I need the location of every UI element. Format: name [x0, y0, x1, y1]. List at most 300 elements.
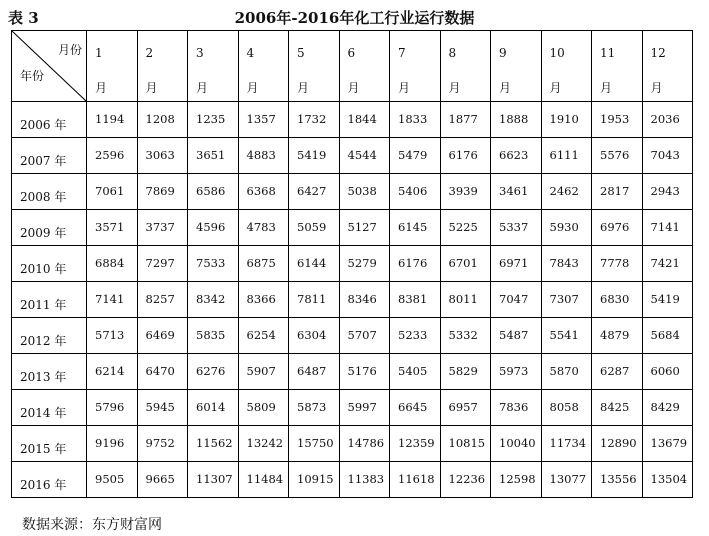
- value-text: 8425: [600, 400, 630, 414]
- value-cell: [87, 210, 138, 246]
- value-cell: [137, 462, 188, 498]
- value-cell: [188, 174, 239, 210]
- month-unit: 月: [549, 81, 562, 95]
- value-text: 5337: [499, 220, 529, 234]
- value-text: 11562: [196, 436, 233, 450]
- data-table: [11, 30, 693, 498]
- value-cell: [339, 174, 390, 210]
- value-text: 5541: [549, 328, 579, 342]
- value-text: 9505: [95, 472, 125, 486]
- value-text: 6623: [499, 148, 529, 162]
- month-number: 1: [95, 46, 103, 60]
- value-text: 1888: [499, 112, 529, 126]
- value-text: 5059: [297, 220, 327, 234]
- value-cell: [592, 102, 643, 138]
- value-text: 1844: [347, 112, 377, 126]
- month-header-cell: [592, 31, 643, 102]
- value-text: 9196: [95, 436, 125, 450]
- value-cell: [87, 318, 138, 354]
- value-cell: [592, 282, 643, 318]
- value-cell: [390, 174, 441, 210]
- value-text: 7141: [95, 292, 125, 306]
- value-cell: [289, 426, 340, 462]
- value-cell: [137, 426, 188, 462]
- value-text: 7778: [600, 256, 630, 270]
- value-cell: [491, 102, 542, 138]
- year-label: 2010 年: [20, 262, 67, 276]
- value-cell: [440, 318, 491, 354]
- value-text: 6304: [297, 328, 327, 342]
- value-text: 10815: [448, 436, 486, 450]
- value-text: 14786: [347, 436, 385, 450]
- table-body: [12, 102, 693, 498]
- value-cell: [339, 354, 390, 390]
- value-cell: [592, 174, 643, 210]
- value-text: 5873: [297, 400, 327, 414]
- value-text: 3063: [145, 148, 175, 162]
- value-cell: [188, 426, 239, 462]
- value-cell: [238, 390, 289, 426]
- month-header-cell: [137, 31, 188, 102]
- value-cell: [541, 354, 592, 390]
- value-cell: [339, 390, 390, 426]
- value-text: 5945: [145, 400, 175, 414]
- month-number: 3: [196, 46, 204, 60]
- value-text: 13504: [650, 472, 688, 486]
- value-text: 6368: [246, 184, 276, 198]
- table-row: [12, 174, 693, 210]
- table-title: 2006年-2016年化工行业运行数据: [234, 9, 475, 27]
- value-cell: [390, 354, 441, 390]
- value-cell: [592, 138, 643, 174]
- value-text: 5835: [196, 328, 226, 342]
- value-cell: [390, 210, 441, 246]
- year-cell: [12, 462, 87, 498]
- value-cell: [238, 354, 289, 390]
- value-text: 5684: [650, 328, 680, 342]
- value-text: 12359: [398, 436, 435, 450]
- value-cell: [289, 462, 340, 498]
- value-text: 4596: [196, 220, 226, 234]
- value-text: 8011: [448, 292, 478, 306]
- month-unit: 月: [448, 81, 461, 95]
- month-unit: 月: [398, 81, 411, 95]
- value-text: 13556: [600, 472, 637, 486]
- value-cell: [440, 282, 491, 318]
- value-cell: [289, 210, 340, 246]
- value-cell: [289, 138, 340, 174]
- value-cell: [440, 174, 491, 210]
- value-cell: [541, 426, 592, 462]
- table-row: [12, 102, 693, 138]
- value-text: 5479: [398, 148, 428, 162]
- value-cell: [491, 246, 542, 282]
- value-cell: [238, 102, 289, 138]
- value-cell: [541, 390, 592, 426]
- month-header-cell: [339, 31, 390, 102]
- value-cell: [491, 174, 542, 210]
- value-cell: [339, 318, 390, 354]
- value-text: 7836: [499, 400, 529, 414]
- table-row: [12, 426, 693, 462]
- value-text: 5038: [347, 184, 377, 198]
- value-cell: [642, 318, 693, 354]
- value-cell: [440, 462, 491, 498]
- value-text: 5233: [398, 328, 428, 342]
- value-text: 1208: [145, 112, 175, 126]
- value-cell: [238, 426, 289, 462]
- value-text: 6254: [246, 328, 276, 342]
- value-text: 7533: [196, 256, 226, 270]
- year-cell: [12, 282, 87, 318]
- table-row: [12, 390, 693, 426]
- value-text: 6645: [398, 400, 428, 414]
- year-label: 2008 年: [20, 190, 67, 204]
- value-cell: [491, 354, 542, 390]
- value-text: 6145: [398, 220, 428, 234]
- value-cell: [541, 102, 592, 138]
- year-cell: [12, 246, 87, 282]
- month-header-cell: [289, 31, 340, 102]
- value-text: 6111: [549, 148, 579, 162]
- value-cell: [541, 282, 592, 318]
- value-cell: [491, 138, 542, 174]
- value-text: 5405: [398, 364, 428, 378]
- value-cell: [339, 462, 390, 498]
- corner-month-label: 月份: [57, 43, 82, 57]
- value-cell: [390, 318, 441, 354]
- value-text: 5176: [347, 364, 377, 378]
- value-text: 6060: [650, 364, 680, 378]
- table-row: [12, 318, 693, 354]
- month-number: 5: [297, 46, 305, 60]
- table-row: [12, 462, 693, 498]
- table-caption: [0, 4, 709, 30]
- value-text: 7307: [549, 292, 579, 306]
- value-text: 5332: [448, 328, 478, 342]
- value-text: 6586: [196, 184, 226, 198]
- table-row: [12, 282, 693, 318]
- value-cell: [339, 210, 390, 246]
- value-cell: [440, 354, 491, 390]
- value-text: 8342: [196, 292, 226, 306]
- value-text: 6144: [297, 256, 327, 270]
- year-label: 2006 年: [20, 118, 67, 132]
- header-row: [12, 31, 693, 102]
- month-header-cell: [188, 31, 239, 102]
- year-label: 2013 年: [20, 370, 67, 384]
- year-cell: [12, 354, 87, 390]
- year-label: 2015 年: [20, 442, 67, 456]
- value-cell: [390, 390, 441, 426]
- value-text: 6469: [145, 328, 175, 342]
- year-cell: [12, 390, 87, 426]
- value-text: 2943: [650, 184, 680, 198]
- value-cell: [440, 390, 491, 426]
- value-text: 6971: [499, 256, 529, 270]
- value-cell: [188, 102, 239, 138]
- value-text: 8429: [650, 400, 680, 414]
- value-cell: [642, 282, 693, 318]
- value-cell: [440, 246, 491, 282]
- value-text: 1194: [95, 112, 125, 126]
- value-text: 4879: [600, 328, 630, 342]
- source-note: 数据来源：东方财富网: [22, 517, 162, 533]
- value-cell: [188, 246, 239, 282]
- year-cell: [12, 102, 87, 138]
- value-text: 6427: [297, 184, 327, 198]
- value-text: 7421: [650, 256, 680, 270]
- value-cell: [491, 210, 542, 246]
- value-text: 13242: [246, 436, 284, 450]
- year-cell: [12, 318, 87, 354]
- value-cell: [642, 210, 693, 246]
- value-text: 7297: [145, 256, 175, 270]
- month-unit: 月: [499, 81, 512, 95]
- value-text: 6830: [600, 292, 630, 306]
- value-cell: [541, 318, 592, 354]
- value-text: 6176: [398, 256, 428, 270]
- value-text: 7869: [145, 184, 175, 198]
- month-number: 2: [145, 46, 154, 60]
- value-text: 3571: [95, 220, 125, 234]
- value-cell: [289, 174, 340, 210]
- value-text: 5713: [95, 328, 125, 342]
- value-text: 9752: [145, 436, 175, 450]
- value-cell: [642, 390, 693, 426]
- value-cell: [238, 318, 289, 354]
- month-number: 7: [398, 46, 406, 60]
- value-text: 6176: [448, 148, 478, 162]
- corner-header-cell: [12, 31, 87, 102]
- value-text: 8346: [347, 292, 377, 306]
- value-text: 9665: [145, 472, 175, 486]
- month-header-cell: [390, 31, 441, 102]
- value-cell: [87, 102, 138, 138]
- value-cell: [188, 354, 239, 390]
- month-header-cell: [238, 31, 289, 102]
- value-cell: [541, 210, 592, 246]
- month-number: 11: [600, 46, 616, 60]
- table-number: 表 3: [8, 9, 39, 27]
- value-text: 10040: [499, 436, 536, 450]
- value-text: 5487: [499, 328, 529, 342]
- value-cell: [137, 318, 188, 354]
- year-cell: [12, 210, 87, 246]
- value-text: 5907: [246, 364, 276, 378]
- month-header-cell: [541, 31, 592, 102]
- value-cell: [592, 318, 643, 354]
- value-cell: [491, 282, 542, 318]
- table-row: [12, 246, 693, 282]
- value-text: 1953: [600, 112, 630, 126]
- value-text: 1833: [398, 112, 428, 126]
- value-cell: [491, 390, 542, 426]
- value-text: 12236: [448, 472, 486, 486]
- value-text: 2462: [549, 184, 579, 198]
- value-cell: [289, 246, 340, 282]
- value-cell: [642, 354, 693, 390]
- value-cell: [339, 138, 390, 174]
- value-text: 5973: [499, 364, 529, 378]
- year-label: 2014 年: [20, 406, 67, 420]
- value-text: 3461: [499, 184, 529, 198]
- value-cell: [390, 462, 441, 498]
- value-cell: [339, 246, 390, 282]
- value-text: 5406: [398, 184, 428, 198]
- year-label: 2009 年: [20, 226, 67, 240]
- value-cell: [642, 426, 693, 462]
- table-row: [12, 138, 693, 174]
- value-cell: [390, 426, 441, 462]
- table-row: [12, 210, 693, 246]
- year-label: 2012 年: [20, 334, 67, 348]
- value-text: 11383: [347, 472, 385, 486]
- value-cell: [188, 210, 239, 246]
- month-unit: 月: [347, 81, 360, 95]
- value-cell: [642, 462, 693, 498]
- value-cell: [541, 246, 592, 282]
- month-number: 8: [448, 46, 457, 60]
- month-number: 10: [549, 46, 565, 60]
- value-text: 5576: [600, 148, 630, 162]
- value-text: 6470: [145, 364, 175, 378]
- value-text: 2817: [600, 184, 630, 198]
- value-text: 1235: [196, 112, 226, 126]
- value-cell: [137, 354, 188, 390]
- value-text: 2036: [650, 112, 680, 126]
- value-cell: [592, 390, 643, 426]
- value-cell: [440, 138, 491, 174]
- value-text: 8257: [145, 292, 175, 306]
- value-cell: [87, 390, 138, 426]
- value-text: 5997: [347, 400, 377, 414]
- value-cell: [642, 174, 693, 210]
- value-text: 5930: [549, 220, 579, 234]
- value-text: 6287: [600, 364, 630, 378]
- value-cell: [339, 282, 390, 318]
- value-cell: [188, 138, 239, 174]
- value-text: 11618: [398, 472, 435, 486]
- value-cell: [87, 426, 138, 462]
- value-cell: [238, 138, 289, 174]
- value-text: 5127: [347, 220, 377, 234]
- value-cell: [592, 246, 643, 282]
- month-number: 12: [650, 46, 666, 60]
- value-text: 4783: [246, 220, 276, 234]
- value-cell: [642, 138, 693, 174]
- value-cell: [87, 138, 138, 174]
- value-cell: [137, 138, 188, 174]
- value-cell: [188, 282, 239, 318]
- value-text: 1877: [448, 112, 478, 126]
- month-number: 9: [499, 46, 507, 60]
- value-text: 6214: [95, 364, 125, 378]
- value-cell: [87, 246, 138, 282]
- value-text: 6884: [95, 256, 125, 270]
- value-text: 10915: [297, 472, 334, 486]
- value-text: 4883: [246, 148, 276, 162]
- value-text: 12890: [600, 436, 637, 450]
- month-header-cell: [642, 31, 693, 102]
- year-label: 2011 年: [20, 298, 67, 312]
- value-cell: [87, 174, 138, 210]
- value-cell: [491, 426, 542, 462]
- value-text: 5419: [650, 292, 680, 306]
- value-text: 5225: [448, 220, 478, 234]
- value-text: 12598: [499, 472, 536, 486]
- value-text: 3651: [196, 148, 226, 162]
- value-cell: [137, 210, 188, 246]
- value-text: 5809: [246, 400, 276, 414]
- year-cell: [12, 174, 87, 210]
- value-text: 7043: [650, 148, 680, 162]
- value-cell: [87, 462, 138, 498]
- value-text: 5870: [549, 364, 579, 378]
- value-cell: [541, 138, 592, 174]
- value-cell: [289, 354, 340, 390]
- month-unit: 月: [600, 81, 613, 95]
- year-cell: [12, 426, 87, 462]
- value-cell: [642, 102, 693, 138]
- value-cell: [137, 102, 188, 138]
- value-cell: [592, 210, 643, 246]
- month-unit: 月: [196, 81, 209, 95]
- value-cell: [592, 426, 643, 462]
- value-text: 7061: [95, 184, 125, 198]
- value-cell: [289, 102, 340, 138]
- value-text: 6487: [297, 364, 327, 378]
- value-cell: [390, 138, 441, 174]
- value-text: 7141: [650, 220, 680, 234]
- year-label: 2016 年: [20, 478, 67, 492]
- value-text: 8366: [246, 292, 276, 306]
- value-cell: [440, 426, 491, 462]
- year-label: 2007 年: [20, 154, 67, 168]
- value-text: 6957: [448, 400, 478, 414]
- value-text: 6014: [196, 400, 226, 414]
- value-text: 15750: [297, 436, 334, 450]
- value-cell: [642, 246, 693, 282]
- value-cell: [238, 462, 289, 498]
- value-cell: [87, 282, 138, 318]
- value-cell: [238, 174, 289, 210]
- value-cell: [541, 462, 592, 498]
- value-cell: [137, 174, 188, 210]
- month-unit: 月: [95, 81, 108, 95]
- value-text: 5419: [297, 148, 327, 162]
- month-header-cell: [491, 31, 542, 102]
- value-text: 11307: [196, 472, 233, 486]
- value-text: 7811: [297, 292, 327, 306]
- value-text: 7843: [549, 256, 579, 270]
- value-text: 5796: [95, 400, 125, 414]
- value-text: 2596: [95, 148, 125, 162]
- value-cell: [289, 282, 340, 318]
- value-cell: [289, 318, 340, 354]
- value-cell: [541, 174, 592, 210]
- month-number: 6: [347, 46, 356, 60]
- month-unit: 月: [297, 81, 310, 95]
- value-cell: [440, 102, 491, 138]
- value-cell: [390, 246, 441, 282]
- value-cell: [440, 210, 491, 246]
- value-cell: [289, 390, 340, 426]
- value-text: 3939: [448, 184, 478, 198]
- value-text: 1732: [297, 112, 327, 126]
- value-text: 6701: [448, 256, 478, 270]
- value-text: 8381: [398, 292, 428, 306]
